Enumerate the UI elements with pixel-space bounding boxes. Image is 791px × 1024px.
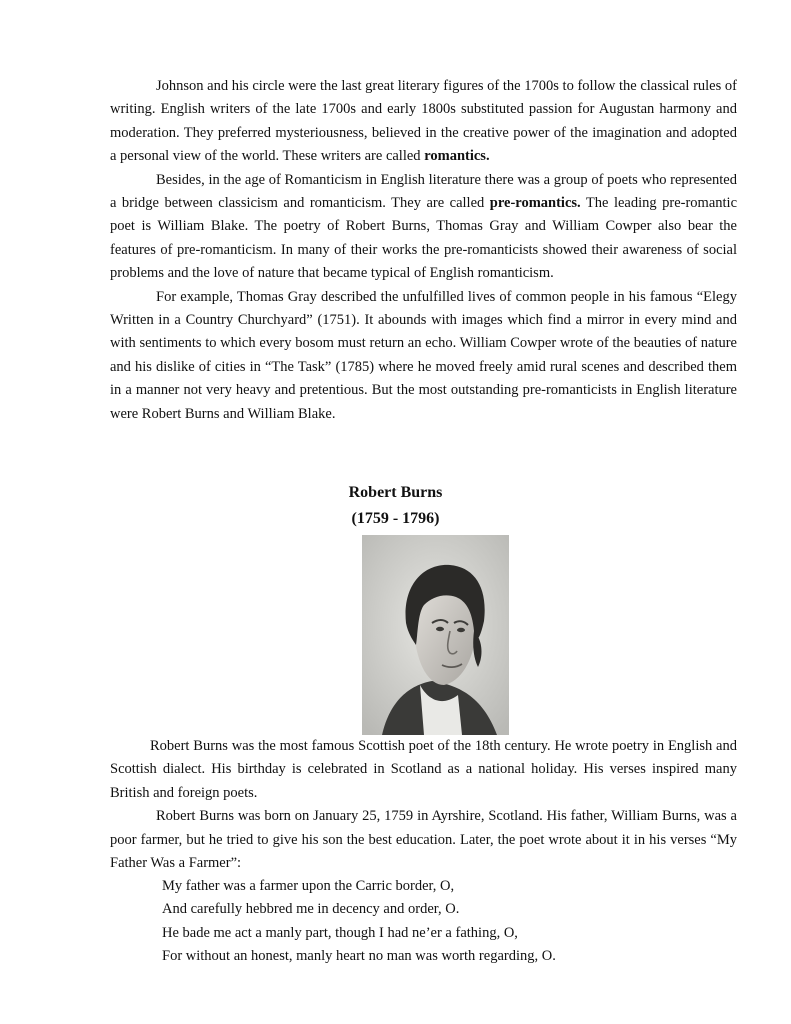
biography-section [110,735,737,875]
intro-paragraph-2: Besides, in the age of Romanticism in English literature there was a group of poets who represented a bridge between classicism and romanticism. They are called pre-romantics. The leading pre-romantic poet is William Blake. The poetry of Robert Burns, Thomas Gray and William Cowper also bear the features of pre-romanticism. In many of their works the pre-romanticists showed their awareness of social problems and the love of nature that became typical of English romanticism. [110,171,738,282]
section-years: (1759 - 1796) [351,510,440,527]
verse-line: For without an honest, manly heart no man was worth regarding, O. [162,948,556,965]
bio-paragraph-2: Robert Burns was born on January 25, 1759 in Ayrshire, Scotland. His father, William Burns, was a poor farmer, but he tried to give his son the best education. Later, the poet wrote about it in his verses “My Father Was a Farmer”: [110,808,737,872]
intro-paragraph-3: For example, Thomas Gray described the unfulfilled lives of common people in his famous “Elegy Written in a Country Churchyard” (1751). It abounds with images which find a mirror in every mind and with sentiments to which every bosom must return an echo. William Cowper wrote of the beauties of nature and his dislike of cities in “The Task” (1785) where he moved freely amid rural scenes and described them in a manner not very heavy and pretentious. But the most outstanding pre-romanticists in English literature were Robert Burns and William Blake. [110,288,737,422]
portrait-illustration [362,535,509,735]
bio-paragraph-1: Robert Burns was the most famous Scottish poet of the 18th century. He wrote poetry in English and Scottish dialect. His birthday is celebrated in Scotland as a national holiday. His verses inspired many British and foreign poets. [110,738,737,801]
section-title: Robert Burns [348,484,443,501]
term-pre-romantics: pre-romantics. [489,195,581,212]
robert-burns-portrait [362,535,509,735]
term-romantics: romantics. [424,148,490,165]
verse-line: My father was a farmer upon the Carric border, O, [162,878,455,894]
verse-line: And carefully hebbred me in decency and order, O. [162,901,460,918]
verse-line: He bade me act a manly part, though I had ne’er a fathing, O, [162,924,518,941]
poem-excerpt [162,875,722,969]
intro-section [110,75,737,426]
intro-paragraph-1: Johnson and his circle were the last great literary figures of the 1700s to follow the classical rules of writing. English writers of the late 1700s and early 1800s substituted passion for Augustan harmony and moderation. They preferred mysteriousness, believed in the creative power of the imagination and adopted a personal view of the world. These writers are called romantics. [110,78,737,165]
